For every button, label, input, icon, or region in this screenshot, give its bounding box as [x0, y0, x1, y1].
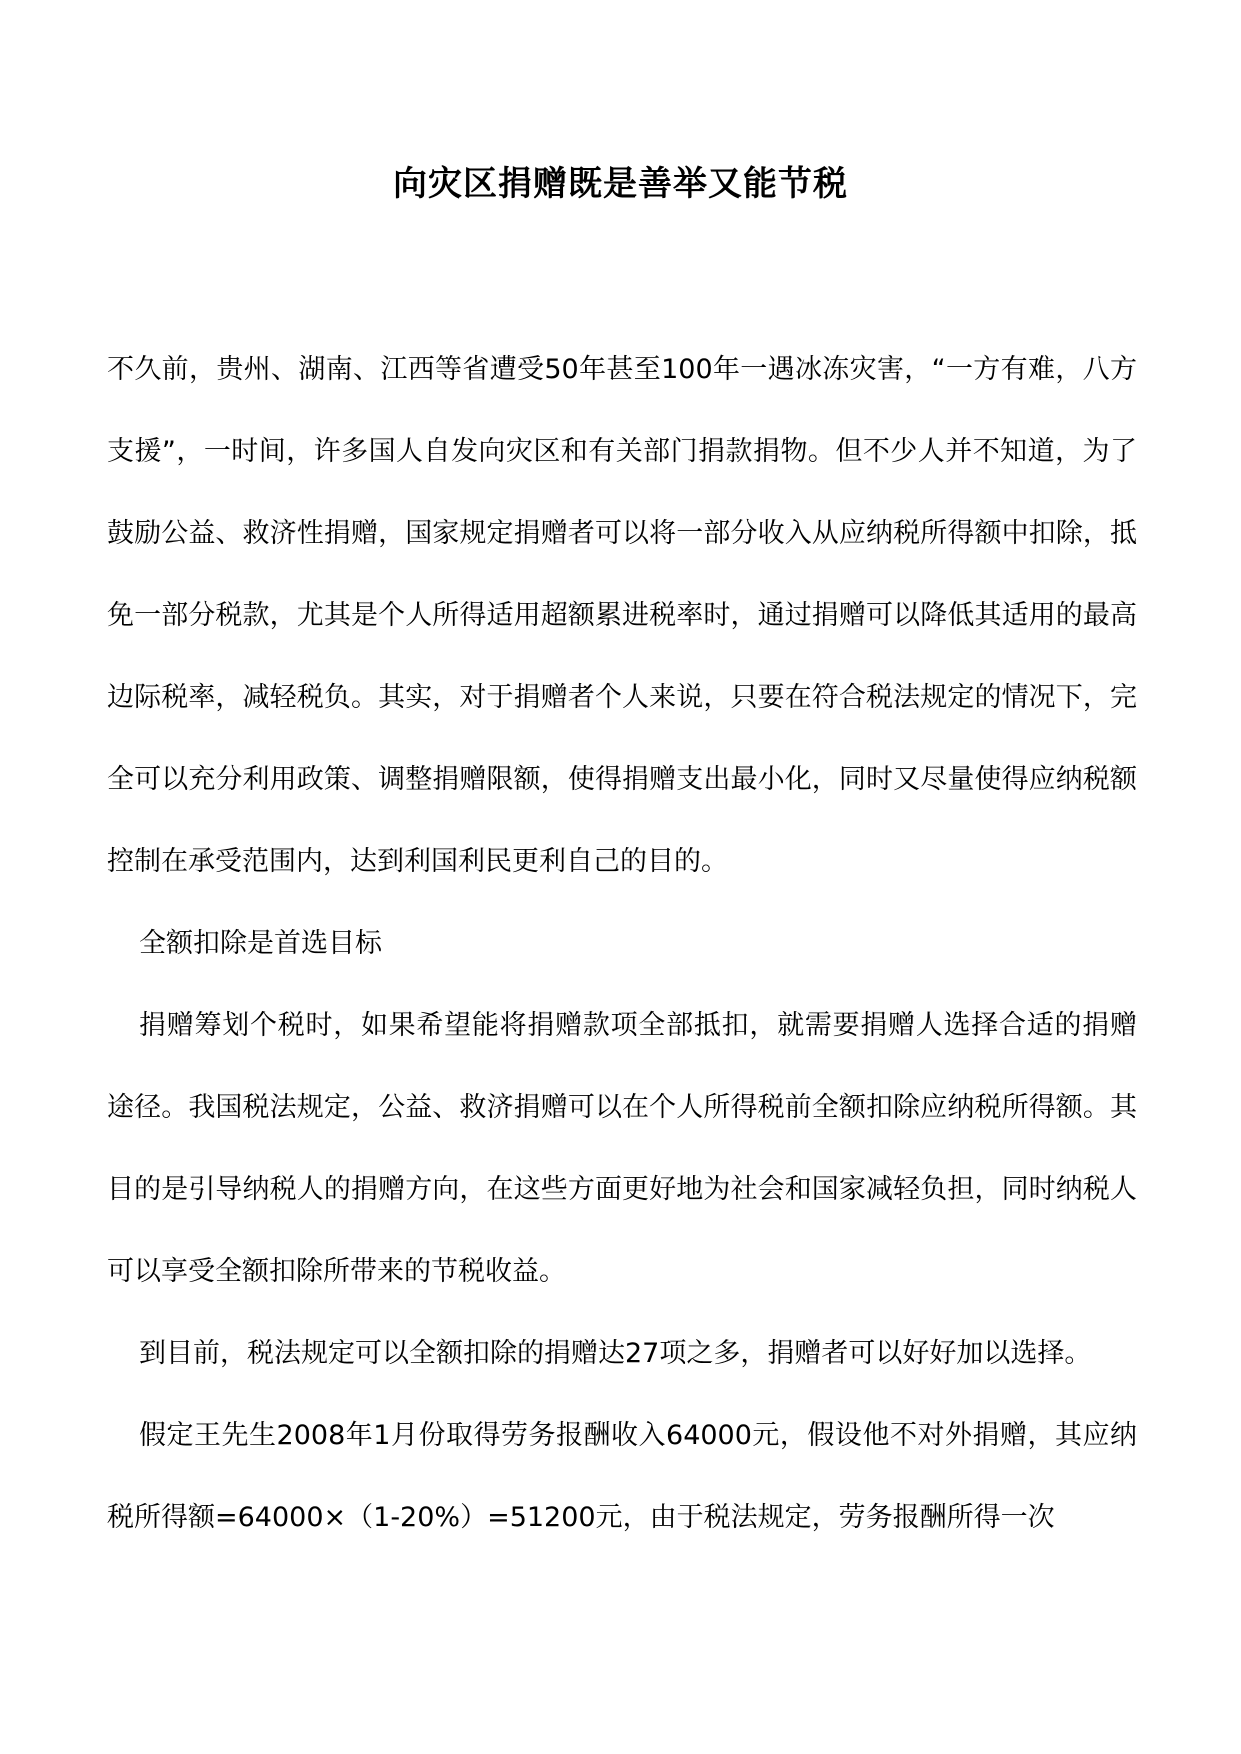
body-paragraph: 到目前，税法规定可以全额扣除的捐赠达27项之多，捐赠者可以好好加以选择。	[139, 1338, 1092, 1369]
document-title: 向灾区捐赠既是善举又能节税	[393, 164, 848, 204]
document-body	[107, 329, 1137, 1559]
intro-paragraph: 不久前，贵州、湖南、江西等省遭受50年甚至100年一遇冰冻灾害，“一方有难，八方支援”，一时间，许多国人自发向灾区和有关部门捐款捐物。但不少人并不知道，为了鼓励公益、救济性捐赠，国家规定捐赠者可以将一部分收入从应纳税所得额中扣除，抵免一部分税款，尤其是个人所得适用超额累进税率时，通过捐赠可以降低其适用的最高边际税率，减轻税负。其实，对于捐赠者个人来说，只要在符合税法规定的情况下，完全可以充分利用政策、调整捐赠限额，使得捐赠支出最小化，同时又尽量使得应纳税额控制在承受范围内，达到利国利民更利自己的目的。	[107, 354, 1137, 877]
section-heading: 全额扣除是首选目标	[139, 928, 382, 959]
body-paragraph: 假定王先生2008年1月份取得劳务报酬收入64000元，假设他不对外捐赠，其应纳税所得额=64000×（1-20%）=51200元，由于税法规定，劳务报酬所得一次	[107, 1420, 1137, 1533]
body-paragraph: 捐赠筹划个税时，如果希望能将捐赠款项全部抵扣，就需要捐赠人选择合适的捐赠途径。我国税法规定，公益、救济捐赠可以在个人所得税前全额扣除应纳税所得额。其目的是引导纳税人的捐赠方向，在这些方面更好地为社会和国家减轻负担，同时纳税人可以享受全额扣除所带来的节税收益。	[107, 1010, 1137, 1287]
